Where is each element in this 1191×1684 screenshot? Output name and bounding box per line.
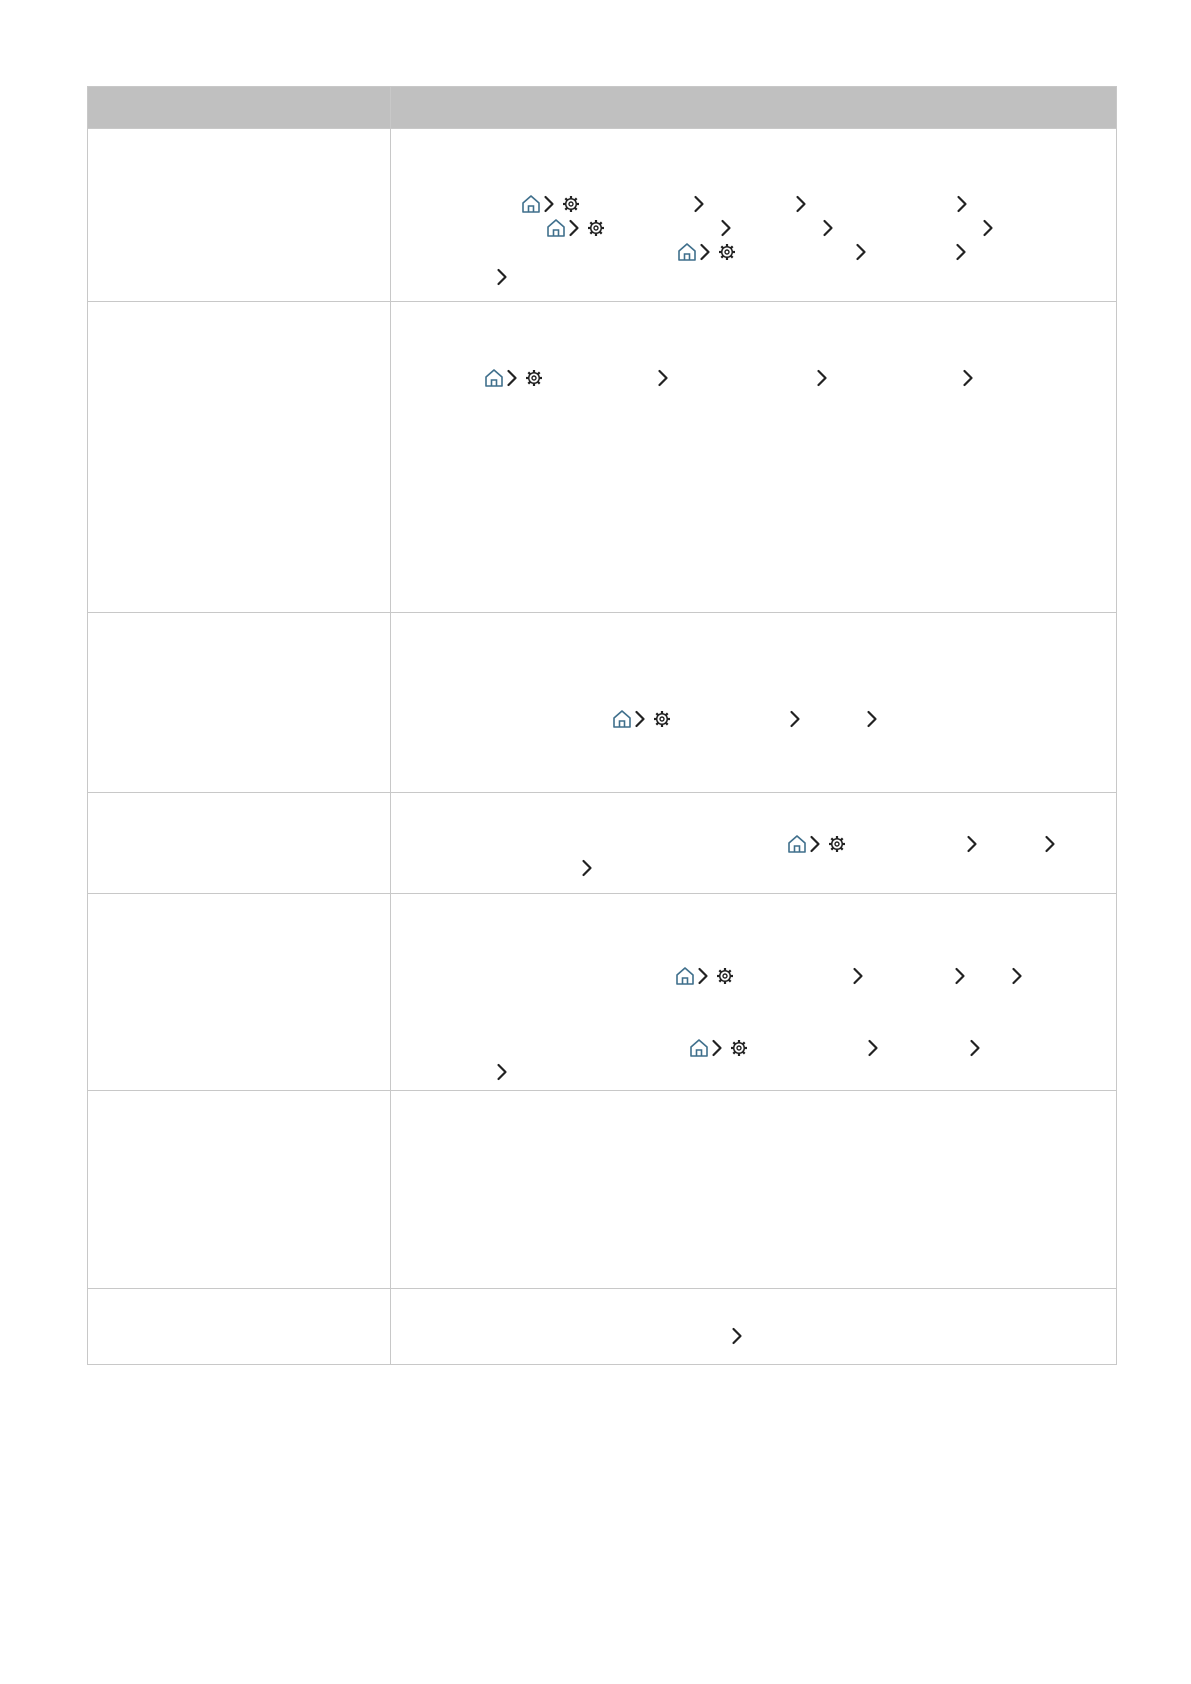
chevron-right-icon: [789, 710, 801, 728]
chevron-right-icon: [852, 967, 864, 985]
table-header-row: [88, 87, 1117, 129]
home-icon: [676, 241, 698, 263]
table-row: [88, 1091, 1117, 1289]
chevron-right-icon: [855, 243, 867, 261]
chevron-right-icon: [581, 859, 593, 877]
troubleshooting-table: [87, 86, 1117, 1365]
gear-icon: [653, 710, 671, 728]
chevron-right-icon: [1011, 967, 1023, 985]
gear-icon: [525, 369, 543, 387]
gear-icon: [562, 195, 580, 213]
chevron-right-icon: [693, 195, 705, 213]
chevron-right-icon: [657, 369, 669, 387]
chevron-right-icon: [697, 967, 709, 985]
chevron-right-icon: [634, 710, 646, 728]
home-icon: [786, 833, 808, 855]
chevron-right-icon: [866, 710, 878, 728]
home-icon: [674, 965, 696, 987]
home-icon: [545, 217, 567, 239]
chevron-right-icon: [699, 243, 711, 261]
gear-icon: [730, 1039, 748, 1057]
chevron-right-icon: [966, 835, 978, 853]
chevron-right-icon: [962, 369, 974, 387]
problem-cell: [88, 793, 391, 894]
solution-cell: [391, 302, 1117, 613]
chevron-right-icon: [496, 1063, 508, 1081]
chevron-right-icon: [496, 268, 508, 286]
table-row: [88, 302, 1117, 613]
chevron-right-icon: [867, 1039, 879, 1057]
chevron-right-icon: [543, 195, 555, 213]
solution-cell: [391, 894, 1117, 1091]
chevron-right-icon: [506, 369, 518, 387]
table-row: [88, 793, 1117, 894]
problem-cell: [88, 1091, 391, 1289]
chevron-right-icon: [982, 219, 994, 237]
home-icon: [520, 193, 542, 215]
home-icon: [483, 367, 505, 389]
table-row: [88, 894, 1117, 1091]
chevron-right-icon: [954, 967, 966, 985]
home-icon: [611, 708, 633, 730]
home-icon: [688, 1037, 710, 1059]
gear-icon: [716, 967, 734, 985]
chevron-right-icon: [731, 1327, 743, 1345]
gear-icon: [828, 835, 846, 853]
problem-cell: [88, 302, 391, 613]
header-problem: [88, 87, 391, 129]
problem-cell: [88, 613, 391, 793]
gear-icon: [718, 243, 736, 261]
table-row: [88, 1289, 1117, 1365]
problem-cell: [88, 1289, 391, 1365]
solution-cell: [391, 129, 1117, 302]
table-row: [88, 613, 1117, 793]
chevron-right-icon: [720, 219, 732, 237]
solution-cell: [391, 1289, 1117, 1365]
gear-icon: [587, 219, 605, 237]
problem-cell: [88, 129, 391, 302]
problem-cell: [88, 894, 391, 1091]
chevron-right-icon: [969, 1039, 981, 1057]
solution-cell: [391, 1091, 1117, 1289]
table-row: [88, 129, 1117, 302]
chevron-right-icon: [711, 1039, 723, 1057]
chevron-right-icon: [568, 219, 580, 237]
chevron-right-icon: [956, 195, 968, 213]
chevron-right-icon: [816, 369, 828, 387]
chevron-right-icon: [955, 243, 967, 261]
chevron-right-icon: [809, 835, 821, 853]
solution-cell: [391, 793, 1117, 894]
chevron-right-icon: [1044, 835, 1056, 853]
solution-cell: [391, 613, 1117, 793]
chevron-right-icon: [822, 219, 834, 237]
header-solution: [391, 87, 1117, 129]
chevron-right-icon: [795, 195, 807, 213]
